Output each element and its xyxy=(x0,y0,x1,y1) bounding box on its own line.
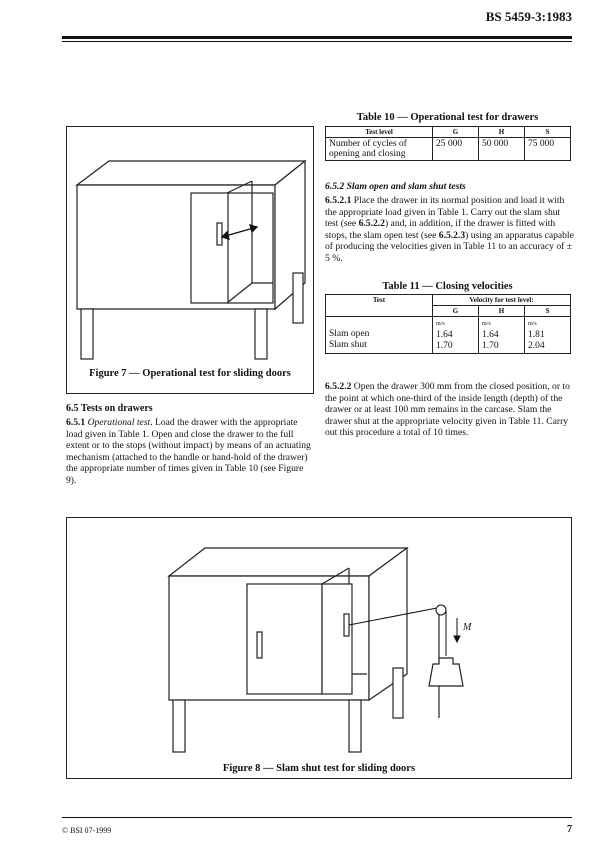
table-header: S xyxy=(525,127,571,138)
header-rule xyxy=(62,36,572,39)
table-header: H xyxy=(479,127,525,138)
paragraph-text: Open the drawer 300 mm from the closed position, or to the point at which one-third of the inside length (depth) of the drawer or at least 100 mm remains in the carcase. Slam the drawer shut at the appropriate velocity given in Table 11. Carry out this procedure a total of 10 times. xyxy=(325,381,570,439)
table-11 xyxy=(325,294,571,354)
paragraph-text: ) and, in addition, if the drawer is fitted with stops, the slam open test (see xyxy=(325,218,556,241)
paragraph-text: . Load the drawer with the appropriate load given in Table 1. Open and close the drawer to the full extent or to the stops (without impact) by means of an actuating mechanism (attached to the handle or hand-hold of the drawer) the appropriate number of times given in Table 10 (see Figure 9). xyxy=(66,417,311,486)
load-label: M xyxy=(463,622,472,633)
table-header: Test xyxy=(326,295,433,317)
footer-copyright: © BSI 07-1999 xyxy=(62,826,112,835)
table-cell: 50 000 xyxy=(479,138,525,161)
clause-number: 6.5.2.1 xyxy=(325,195,352,206)
table-header: Test level xyxy=(326,127,433,138)
table-cell: Slam shut xyxy=(329,340,367,350)
table-header: G xyxy=(433,127,479,138)
figure-7-caption: Figure 7 — Operational test for sliding doors xyxy=(89,368,291,379)
table-11-title: Table 11 — Closing velocities xyxy=(382,281,513,292)
table-cell: 75 000 xyxy=(525,138,571,161)
footer-rule xyxy=(62,817,572,818)
cabinet-sliding-door-illustration xyxy=(67,133,313,363)
standard-number: BS 5459-3:1983 xyxy=(485,9,572,24)
paragraph-text: Place the drawer in its normal position and load it with the appropriate load given in Table 1. Carry out the slam shut test (see xyxy=(325,195,565,230)
section-652-heading: 6.5.2 Slam open and slam shut tests xyxy=(325,181,466,192)
table-cell: 1.70 xyxy=(482,341,499,351)
cabinet-slam-test-illustration xyxy=(67,518,571,758)
table-header: G xyxy=(433,306,479,317)
table-cell: 1.81 xyxy=(528,330,545,340)
unit-label: m/s xyxy=(528,321,537,327)
table-cell: Slam open xyxy=(329,329,370,339)
clause-lead: Operational test xyxy=(87,417,151,428)
clause-reference: 6.5.2.3 xyxy=(438,229,466,241)
figure-8-caption: Figure 8 — Slam shut test for sliding doors xyxy=(222,763,416,774)
table-cell: 1.64 xyxy=(436,330,453,340)
section-65-heading: 6.5 Tests on drawers xyxy=(66,403,153,414)
figure-7 xyxy=(66,126,314,394)
header-rule-thin xyxy=(62,41,572,42)
paragraph-651 xyxy=(66,417,316,487)
paragraph-text: ) using an apparatus capable of producing the velocities given in Table 11 to an accuracy of ± 5 %. xyxy=(325,229,574,264)
table-cell: 1.64 xyxy=(482,330,499,340)
table-header: Velocity for test level: xyxy=(433,295,571,306)
page-number: 7 xyxy=(567,824,572,835)
table-10 xyxy=(325,126,571,161)
table-10-title: Table 10 — Operational test for drawers xyxy=(356,112,539,123)
table-cell: 25 000 xyxy=(433,138,479,161)
paragraph-6522 xyxy=(325,381,577,439)
table-row xyxy=(326,317,571,354)
table-header: H xyxy=(479,306,525,317)
table-cell: Number of cycles of opening and closing xyxy=(326,138,433,161)
table-header: S xyxy=(525,306,571,317)
clause-number: 6.5.2.2 xyxy=(325,381,352,392)
table-cell: 2.04 xyxy=(528,341,545,351)
table-cell: 1.70 xyxy=(436,341,453,351)
table-row xyxy=(326,138,571,161)
clause-reference: 6.5.2.2 xyxy=(358,218,385,230)
clause-number: 6.5.1 xyxy=(66,417,86,428)
unit-label: m/s xyxy=(436,321,445,327)
unit-label: m/s xyxy=(482,321,491,327)
figure-8 xyxy=(66,517,572,779)
paragraph-6521 xyxy=(325,195,575,265)
